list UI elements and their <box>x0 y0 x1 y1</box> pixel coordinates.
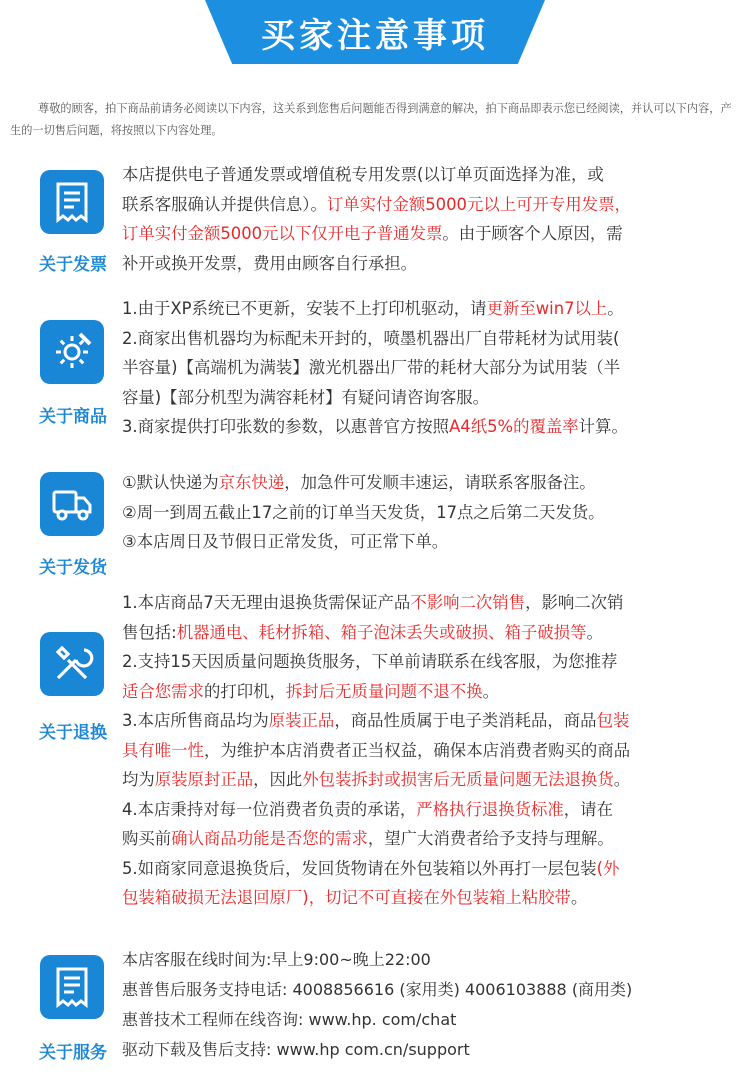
tools-icon <box>40 632 104 696</box>
section-text <box>122 468 734 557</box>
section-label: 关于服务 <box>39 1043 107 1063</box>
text-line: 半容量)【高端机为满装】激光机器出厂带的耗材大部分为试用装（半 <box>122 358 621 377</box>
section-label: 关于发票 <box>39 255 107 275</box>
truck-icon <box>40 472 104 536</box>
header-banner <box>0 0 750 64</box>
text-line: 本店客服在线时间为:早上9:00~晚上22:00 <box>122 950 431 969</box>
gear-wrench-icon <box>40 320 104 384</box>
document-icon <box>40 955 104 1019</box>
text-line: ②周一到周五截止17之前的订单当天发货，17点之后第二天发货。 <box>122 502 605 522</box>
text-line: ①默认快递为京东快递，加急件可发顺丰速运，请联系客服备注。 <box>122 473 596 492</box>
receipt-icon <box>40 170 104 234</box>
text-line: 本店提供电子普通发票或增值税专用发票(以订单页面选择为准，或 <box>122 165 604 184</box>
text-line: 联系客服确认并提供信息）。订单实付金额5000元以上可开专用发票， <box>122 194 631 214</box>
section-text <box>122 945 734 1065</box>
text-line: 4.本店秉持对每一位消费者负责的承诺，严格执行退换货标准，请在 <box>122 799 613 819</box>
text-line: 具有唯一性，为维护本店消费者正当权益，确保本店消费者购买的商品 <box>122 740 631 760</box>
section-text <box>122 160 734 278</box>
text-line: 1.本店商品7天无理由退换货需保证产品不影响二次销售，影响二次销 <box>122 593 624 612</box>
notice-text: 尊敬的顾客，拍下商品前请务必阅读以下内容，这关系到您售后问题能否得到满意的解决，拍下商品即表示您已经阅读，并认可以下内容，产生的一切售后问题，将按照以下内容处理。 <box>10 102 732 137</box>
section-text <box>122 588 734 913</box>
text-line: 适合您需求的打印机，拆封后无质量问题不退不换。 <box>122 681 499 701</box>
text-line: 补开或换开发票，费用由顾客自行承担。 <box>122 253 418 273</box>
text-line: 购买前确认商品功能是否您的需求，望广大消费者给予支持与理解。 <box>122 829 614 848</box>
text-line: 包装箱破损无法退回原厂)，切记不可直接在外包装箱上粘胶带。 <box>122 888 588 907</box>
text-line: 3.商家提供打印张数的参数，以惠普官方按照A4纸5%的覆盖率计算。 <box>122 417 628 436</box>
section-label: 关于退换 <box>39 723 107 743</box>
text-line: 5.如商家同意退换货后，发回货物请在外包装箱以外再打一层包装(外 <box>122 858 620 878</box>
text-line: 容量)【部分机型为满容耗材】有疑问请咨询客服。 <box>122 387 489 407</box>
text-line: 惠普技术工程师在线咨询: www.hp. com/chat <box>122 1010 457 1029</box>
text-line: 惠普售后服务支持电话: 4008856616 (家用类) 4006103888 (商用类) <box>122 980 633 999</box>
section-label: 关于商品 <box>39 407 107 427</box>
text-line: 售包括:机器通电、耗材拆箱、箱子泡沫丢失或破损、箱子破损等。 <box>122 622 603 642</box>
section-label: 关于发货 <box>39 558 107 578</box>
text-line: 均为原装原封正品，因此外包装拆封或损害后无质量问题无法退换货。 <box>122 770 631 789</box>
text-line: 驱动下载及售后支持: www.hp com.cn/support <box>122 1040 470 1059</box>
page-title: 买家注意事项 <box>261 16 489 56</box>
text-line: 2.支持15天因质量问题换货服务，下单前请联系在线客服，为您推荐 <box>122 652 618 671</box>
text-line: 1.由于XP系统已不更新，安装不上打印机驱动，请更新至win7以上。 <box>122 299 624 318</box>
text-line: 3.本店所售商品均为原装正品，商品性质属于电子类消耗品，商品包装 <box>122 711 630 730</box>
text-line: 订单实付金额5000元以下仅开电子普通发票。由于顾客个人原因，需 <box>122 224 623 243</box>
text-line: ③本店周日及节假日正常发货，可正常下单。 <box>122 532 449 551</box>
text-line: 2.商家出售机器均为标配未开封的，喷墨机器出厂自带耗材为试用装( <box>122 328 620 348</box>
section-text <box>122 294 734 442</box>
